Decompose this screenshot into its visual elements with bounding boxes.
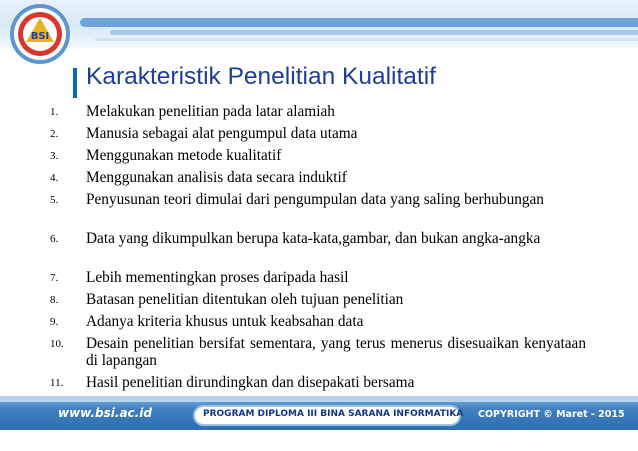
item-text: Lebih mementingkan proses daripada hasil (86, 269, 349, 286)
item-text: Adanya kriteria khusus untuk keabsahan data (86, 313, 364, 330)
item-number: 11. (50, 377, 64, 389)
item-number: 2. (50, 128, 59, 140)
footer-url[interactable]: www.bsi.ac.id (58, 406, 152, 420)
item-number: 9. (50, 316, 59, 328)
item-text: Desain penelitian bersifat sementara, yang terus menerus disesuaikan kenyataan di lapangan (86, 335, 586, 369)
item-text: Batasan penelitian ditentukan oleh tujuan penelitian (86, 291, 404, 308)
item-text: Melakukan penelitian pada latar alamiah (86, 103, 335, 120)
item-text: Menggunakan metode kualitatif (86, 147, 282, 164)
bottom-margin (0, 430, 638, 451)
item-number: 4. (50, 172, 59, 184)
item-number: 10. (50, 338, 64, 350)
item-number: 7. (50, 272, 59, 284)
item-text: Data yang dikumpulkan berupa kata-kata,gambar, dan bukan angka-angka (86, 230, 541, 247)
footer-program: PROGRAM DIPLOMA III BINA SARANA INFORMATIKA (203, 409, 464, 419)
header-stripe (80, 18, 638, 27)
item-number: 3. (50, 150, 59, 162)
header-band (0, 0, 638, 48)
footer-copyright: COPYRIGHT © Maret - 2015 (478, 409, 625, 420)
header-stripe (95, 38, 638, 41)
header-stripe (110, 30, 638, 35)
item-text: Manusia sebagai alat pengumpul data utama (86, 125, 358, 142)
footer-shine (0, 396, 638, 402)
item-text: Menggunakan analisis data secara induktif (86, 169, 347, 186)
slide-title: Karakteristik Penelitian Kualitatif (86, 63, 436, 90)
item-number: 1. (50, 106, 59, 118)
logo-text: BSI (30, 31, 50, 42)
item-number: 5. (50, 194, 59, 206)
item-number: 8. (50, 294, 59, 306)
title-accent-bar (73, 68, 77, 98)
bsi-logo (8, 2, 72, 66)
item-text: Penyusunan teori dimulai dari pengumpulan data yang saling berhubungan (86, 191, 544, 208)
item-text: Hasil penelitian dirundingkan dan disepakati bersama (86, 374, 415, 391)
item-number: 6. (50, 233, 59, 245)
